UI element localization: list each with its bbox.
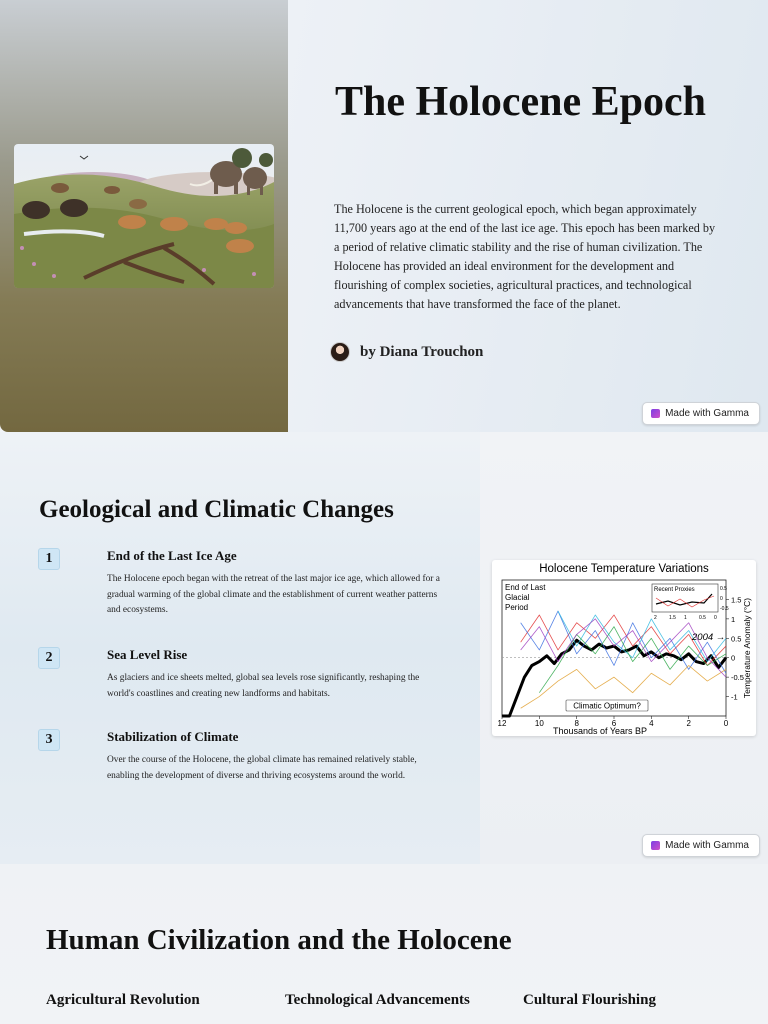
temperature-chart xyxy=(492,560,756,736)
inset-x-tick-label: 0 xyxy=(714,615,717,621)
avatar xyxy=(330,342,350,362)
author-name: by Diana Trouchon xyxy=(360,343,484,360)
step-number: 3 xyxy=(38,729,60,751)
annotation-text: Glacial xyxy=(505,593,530,602)
annotation-2004: 2004 → xyxy=(692,632,726,643)
slide-human-civilization xyxy=(0,864,768,1024)
y-tick-label: 1.5 xyxy=(731,595,742,605)
inset-x-tick-label: 0.5 xyxy=(699,615,706,621)
y-tick-label: 0.5 xyxy=(731,634,742,644)
column-heading: Cultural Flourishing xyxy=(523,992,656,1008)
badge-label: Made with Gamma xyxy=(665,840,749,851)
x-tick-label: 12 xyxy=(497,719,507,728)
x-axis-label: Thousands of Years BP xyxy=(552,726,648,736)
y-tick-label: -1 xyxy=(731,692,738,702)
gamma-logo-icon xyxy=(651,409,660,418)
inset-y-tick-label: -0.5 xyxy=(720,606,729,612)
x-tick-label: 6 xyxy=(611,719,617,728)
mammoth-steppe-image xyxy=(14,144,274,288)
annotation-text: Period xyxy=(505,603,529,612)
hero-panel xyxy=(0,0,288,432)
inset-y-tick-label: 0 xyxy=(720,596,723,602)
badge-label: Made with Gamma xyxy=(665,408,749,419)
page-title: The Holocene Epoch xyxy=(335,79,707,125)
y-tick-label: -0.5 xyxy=(731,673,744,683)
x-tick-label: 2 xyxy=(686,719,691,728)
column-heading: Technological Advancements xyxy=(285,992,470,1008)
slide-title xyxy=(0,0,768,432)
inset-title: Recent Proxies xyxy=(654,587,695,593)
intro-paragraph: The Holocene is the current geological epoch, which began approximately 11,700 years ago at the end of the last ice age. This epoch has been marked by a period of relative climatic stability and the rise of human civilization. The Holocene has provided an ideal environment for the development and flourishing of complex societies, agricultural practices, and technological advancements that have transformed the face of the planet. xyxy=(334,202,716,311)
x-tick-label: 10 xyxy=(534,719,544,728)
step-description: Over the course of the Holocene, the global climate has remained relatively stable, enabling the development of diverse and thriving ecosystems around the world. xyxy=(107,755,417,781)
x-tick-label: 8 xyxy=(574,719,579,728)
chart-svg xyxy=(492,560,756,736)
x-tick-label: 0 xyxy=(723,719,729,728)
inset-x-tick-label: 2 xyxy=(654,615,657,621)
author-byline xyxy=(330,342,483,362)
step-title: Stabilization of Climate xyxy=(107,729,239,744)
inset-y-tick-label: 0.5 xyxy=(720,586,727,592)
hero-illustration xyxy=(14,144,274,288)
series-line xyxy=(521,619,726,677)
annotation-climatic-optimum: Climatic Optimum? xyxy=(573,701,641,711)
slide-geological-changes xyxy=(0,432,768,864)
step-description: The Holocene epoch began with the retreat of the last major ice age, which allowed for a gradual warming of the global climate and the establishment of current weather patterns and ecosystems. xyxy=(107,574,440,616)
step-number: 2 xyxy=(38,647,60,669)
x-tick-label: 4 xyxy=(649,719,654,728)
section-title: Human Civilization and the Holocene xyxy=(46,924,512,956)
y-tick-label: 1 xyxy=(731,614,736,624)
column-heading: Agricultural Revolution xyxy=(46,992,200,1008)
step-number: 1 xyxy=(38,548,60,570)
y-tick-label: 0 xyxy=(731,653,736,663)
step-title: End of the Last Ice Age xyxy=(107,548,237,563)
step-title: Sea Level Rise xyxy=(107,647,188,662)
chart-title: Holocene Temperature Variations xyxy=(539,563,709,575)
gamma-logo-icon xyxy=(651,841,660,850)
annotation-text: End of Last xyxy=(505,583,546,592)
step-description: As glaciers and ice sheets melted, global sea levels rose significantly, reshaping the world's coastlines and creating new landforms and habitats. xyxy=(107,673,420,699)
made-with-gamma-button[interactable] xyxy=(642,402,760,425)
made-with-gamma-button[interactable] xyxy=(642,834,760,857)
inset-x-tick-label: 1 xyxy=(684,615,687,621)
inset-x-tick-label: 1.5 xyxy=(669,615,676,621)
section-title: Geological and Climatic Changes xyxy=(39,496,394,523)
y-axis-label: Temperature Anomaly (°C) xyxy=(742,597,752,699)
